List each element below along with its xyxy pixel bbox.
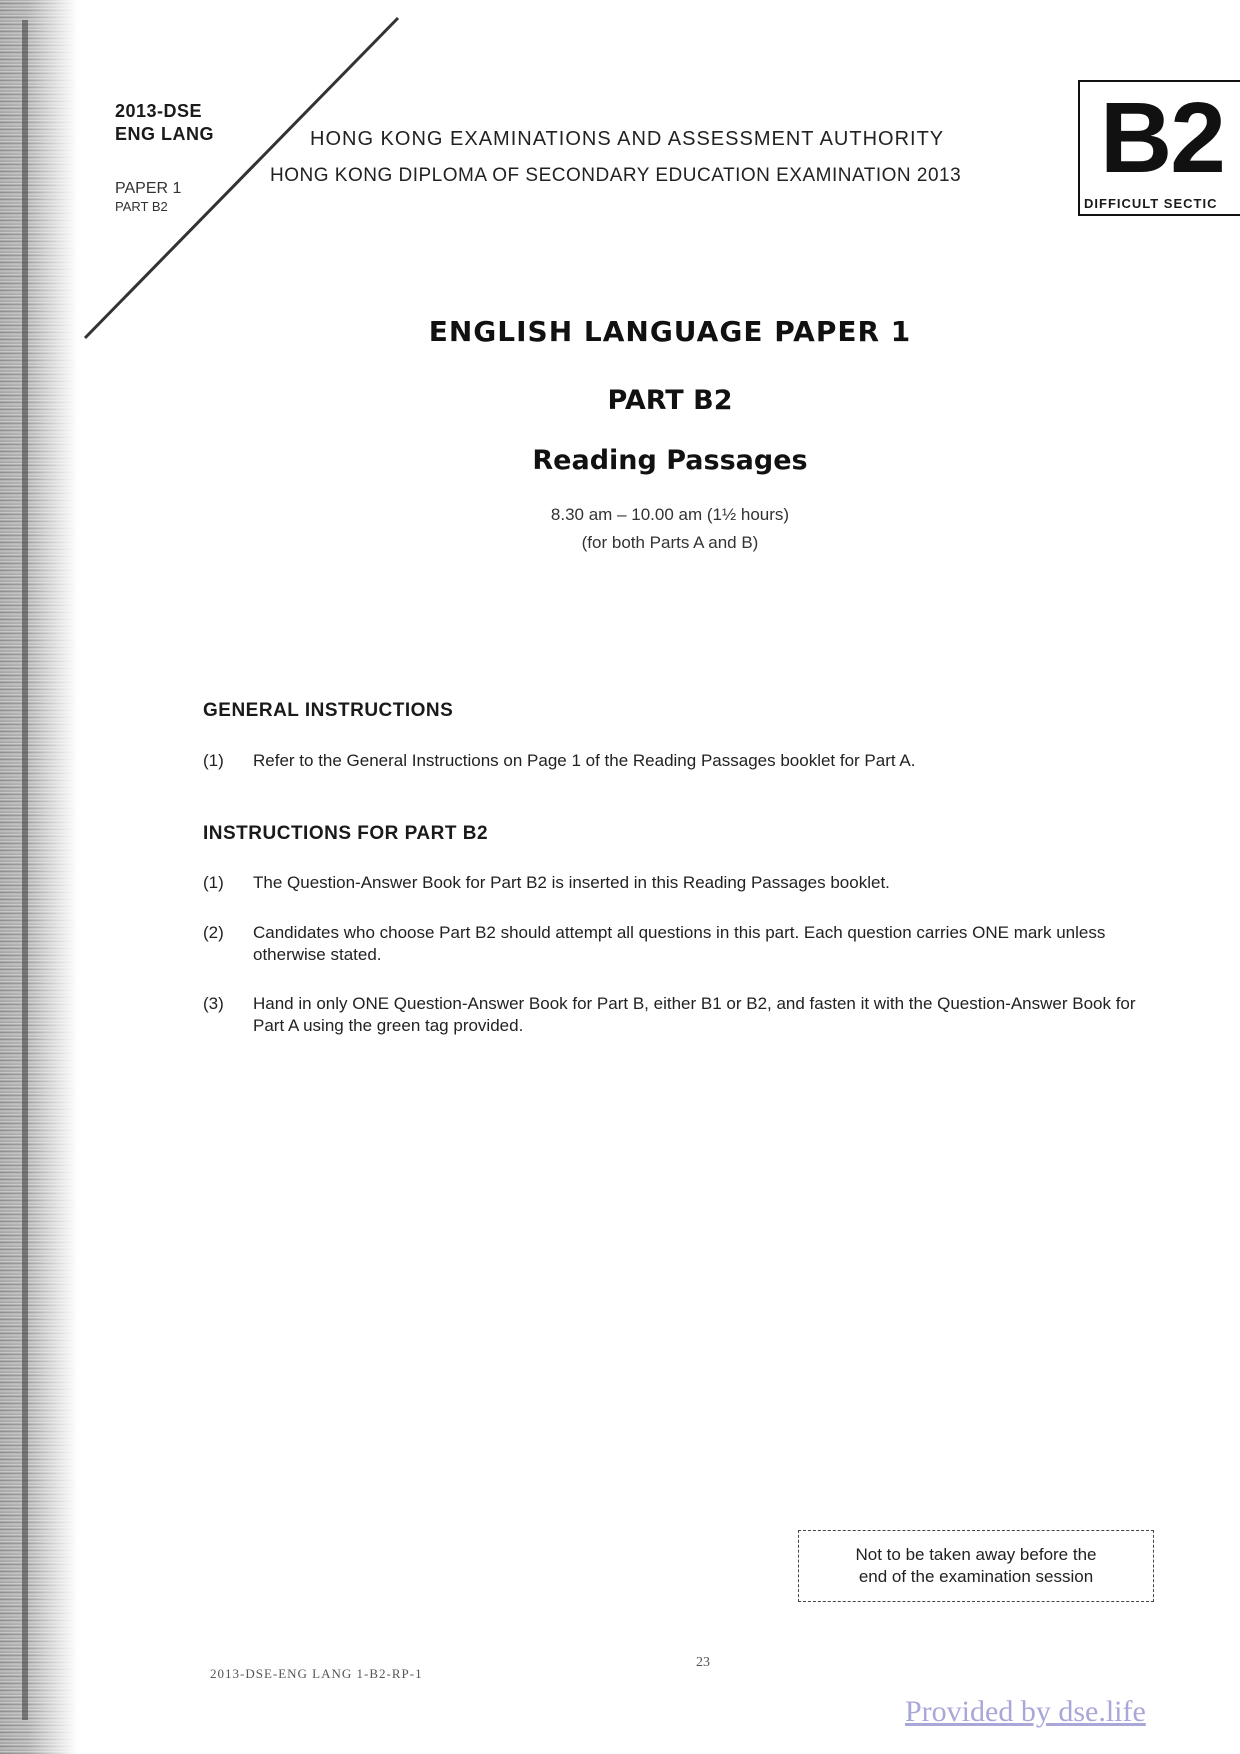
subject-code bbox=[115, 100, 214, 146]
part-b2-instructions-heading: INSTRUCTIONS FOR PART B2 bbox=[203, 823, 489, 844]
general-instruction-item bbox=[203, 750, 1153, 772]
paper-title: ENGLISH LANGUAGE PAPER 1 bbox=[428, 315, 912, 348]
item-text: Candidates who choose Part B2 should attempt all questions in this part. Each question carries ONE mark unless otherwise stated. bbox=[253, 923, 1106, 964]
item-number: (1) bbox=[203, 751, 224, 770]
part-b2-instruction-item bbox=[203, 922, 1153, 966]
part-b2-instruction-item bbox=[203, 993, 1153, 1037]
item-text: Hand in only ONE Question-Answer Book for Part B, either B1 or B2, and fasten it with the Question-Answer Book for Part A using the green tag provided. bbox=[253, 994, 1136, 1035]
exam-time: 8.30 am – 10.00 am (1½ hours) bbox=[550, 505, 790, 524]
item-number: (3) bbox=[203, 994, 224, 1013]
item-number: (1) bbox=[203, 873, 224, 892]
item-number: (2) bbox=[203, 923, 224, 942]
authority-name: HONG KONG EXAMINATIONS AND ASSESSMENT AUTHORITY bbox=[310, 128, 945, 150]
part-b2-instruction-item bbox=[203, 872, 1153, 894]
exam-name: HONG KONG DIPLOMA OF SECONDARY EDUCATION EXAMINATION 2013 bbox=[270, 165, 962, 186]
booklet-title: Reading Passages bbox=[532, 445, 808, 476]
paper-number: PAPER 1 bbox=[115, 180, 182, 197]
part-title: PART B2 bbox=[607, 385, 733, 416]
section-badge-caption: DIFFICULT SECTIC bbox=[1084, 196, 1218, 211]
exam-time-note: (for both Parts A and B) bbox=[581, 533, 759, 552]
paper-label bbox=[115, 180, 181, 216]
footer-code: 2013-DSE-ENG LANG 1-B2-RP-1 bbox=[210, 1666, 423, 1681]
item-text: The Question-Answer Book for Part B2 is inserted in this Reading Passages booklet. bbox=[253, 873, 890, 892]
general-instructions-heading: GENERAL INSTRUCTIONS bbox=[203, 700, 454, 721]
section-badge-label: B2 bbox=[1100, 82, 1224, 194]
provided-by-link[interactable]: Provided by dse.life bbox=[905, 1695, 1146, 1728]
paper-part: PART B2 bbox=[115, 199, 168, 214]
notice-box bbox=[798, 1530, 1154, 1602]
page-number: 23 bbox=[696, 1655, 710, 1670]
notice-line: end of the examination session bbox=[858, 1567, 1094, 1586]
notice-line: Not to be taken away before the bbox=[855, 1545, 1097, 1564]
code-year: 2013-DSE bbox=[115, 101, 203, 121]
item-text: Refer to the General Instructions on Page 1 of the Reading Passages booklet for Part A. bbox=[253, 751, 916, 770]
code-subject: ENG LANG bbox=[115, 124, 215, 144]
section-badge bbox=[1078, 80, 1240, 216]
